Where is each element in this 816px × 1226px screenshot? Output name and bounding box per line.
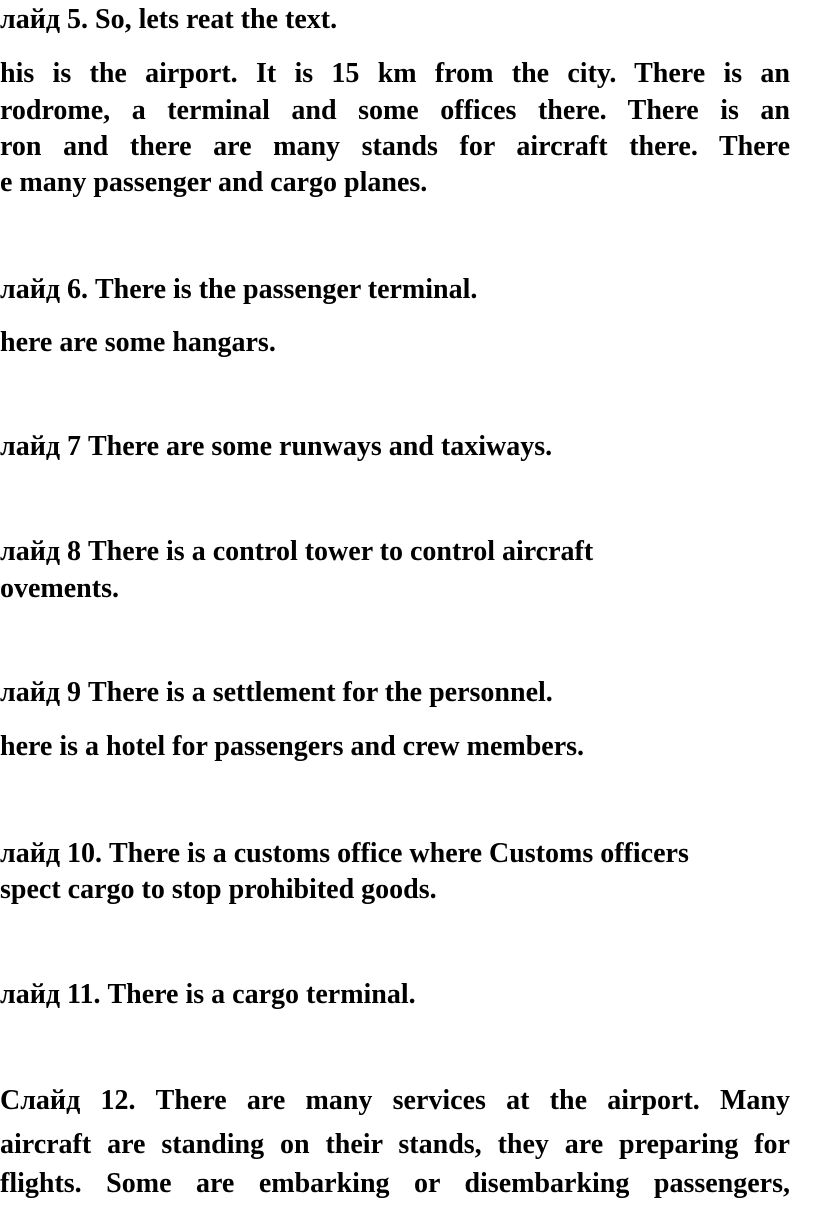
paragraph-line: his is the airport. It is 15 km from the city. There is an: [0, 58, 790, 89]
slide-12-heading: Слайд 12. There are many services at the airport. Many: [0, 1085, 790, 1116]
slide-11-heading: лайд 11. There is a cargo terminal.: [0, 979, 416, 1010]
paragraph-line: aircraft are standing on their stands, they are preparing for: [0, 1129, 790, 1160]
slide-8-heading: лайд 8 There is a control tower to control aircraft: [0, 536, 594, 567]
paragraph-line: e many passenger and cargo planes.: [0, 167, 428, 198]
paragraph-line: here is a hotel for passengers and crew members.: [0, 731, 585, 762]
paragraph-line: spect cargo to stop prohibited goods.: [0, 874, 437, 905]
paragraph-line: ron and there are many stands for aircraft there. There: [0, 131, 790, 162]
slide-9-heading: лайд 9 There is a settlement for the personnel.: [0, 677, 553, 708]
paragraph-line: rodrome, a terminal and some offices there. There is an: [0, 95, 790, 126]
slide-7-heading: лайд 7 There are some runways and taxiways.: [0, 431, 553, 462]
paragraph-line: ovements.: [0, 573, 119, 604]
paragraph-line: flights. Some are embarking or disembarking passengers,: [0, 1168, 790, 1199]
slide-10-heading: лайд 10. There is a customs office where Customs officers: [0, 838, 689, 869]
slide-6-heading: лайд 6. There is the passenger terminal.: [0, 274, 478, 305]
slide-5-heading: лайд 5. So, lets reat the text.: [0, 4, 338, 35]
paragraph-line: here are some hangars.: [0, 327, 276, 358]
